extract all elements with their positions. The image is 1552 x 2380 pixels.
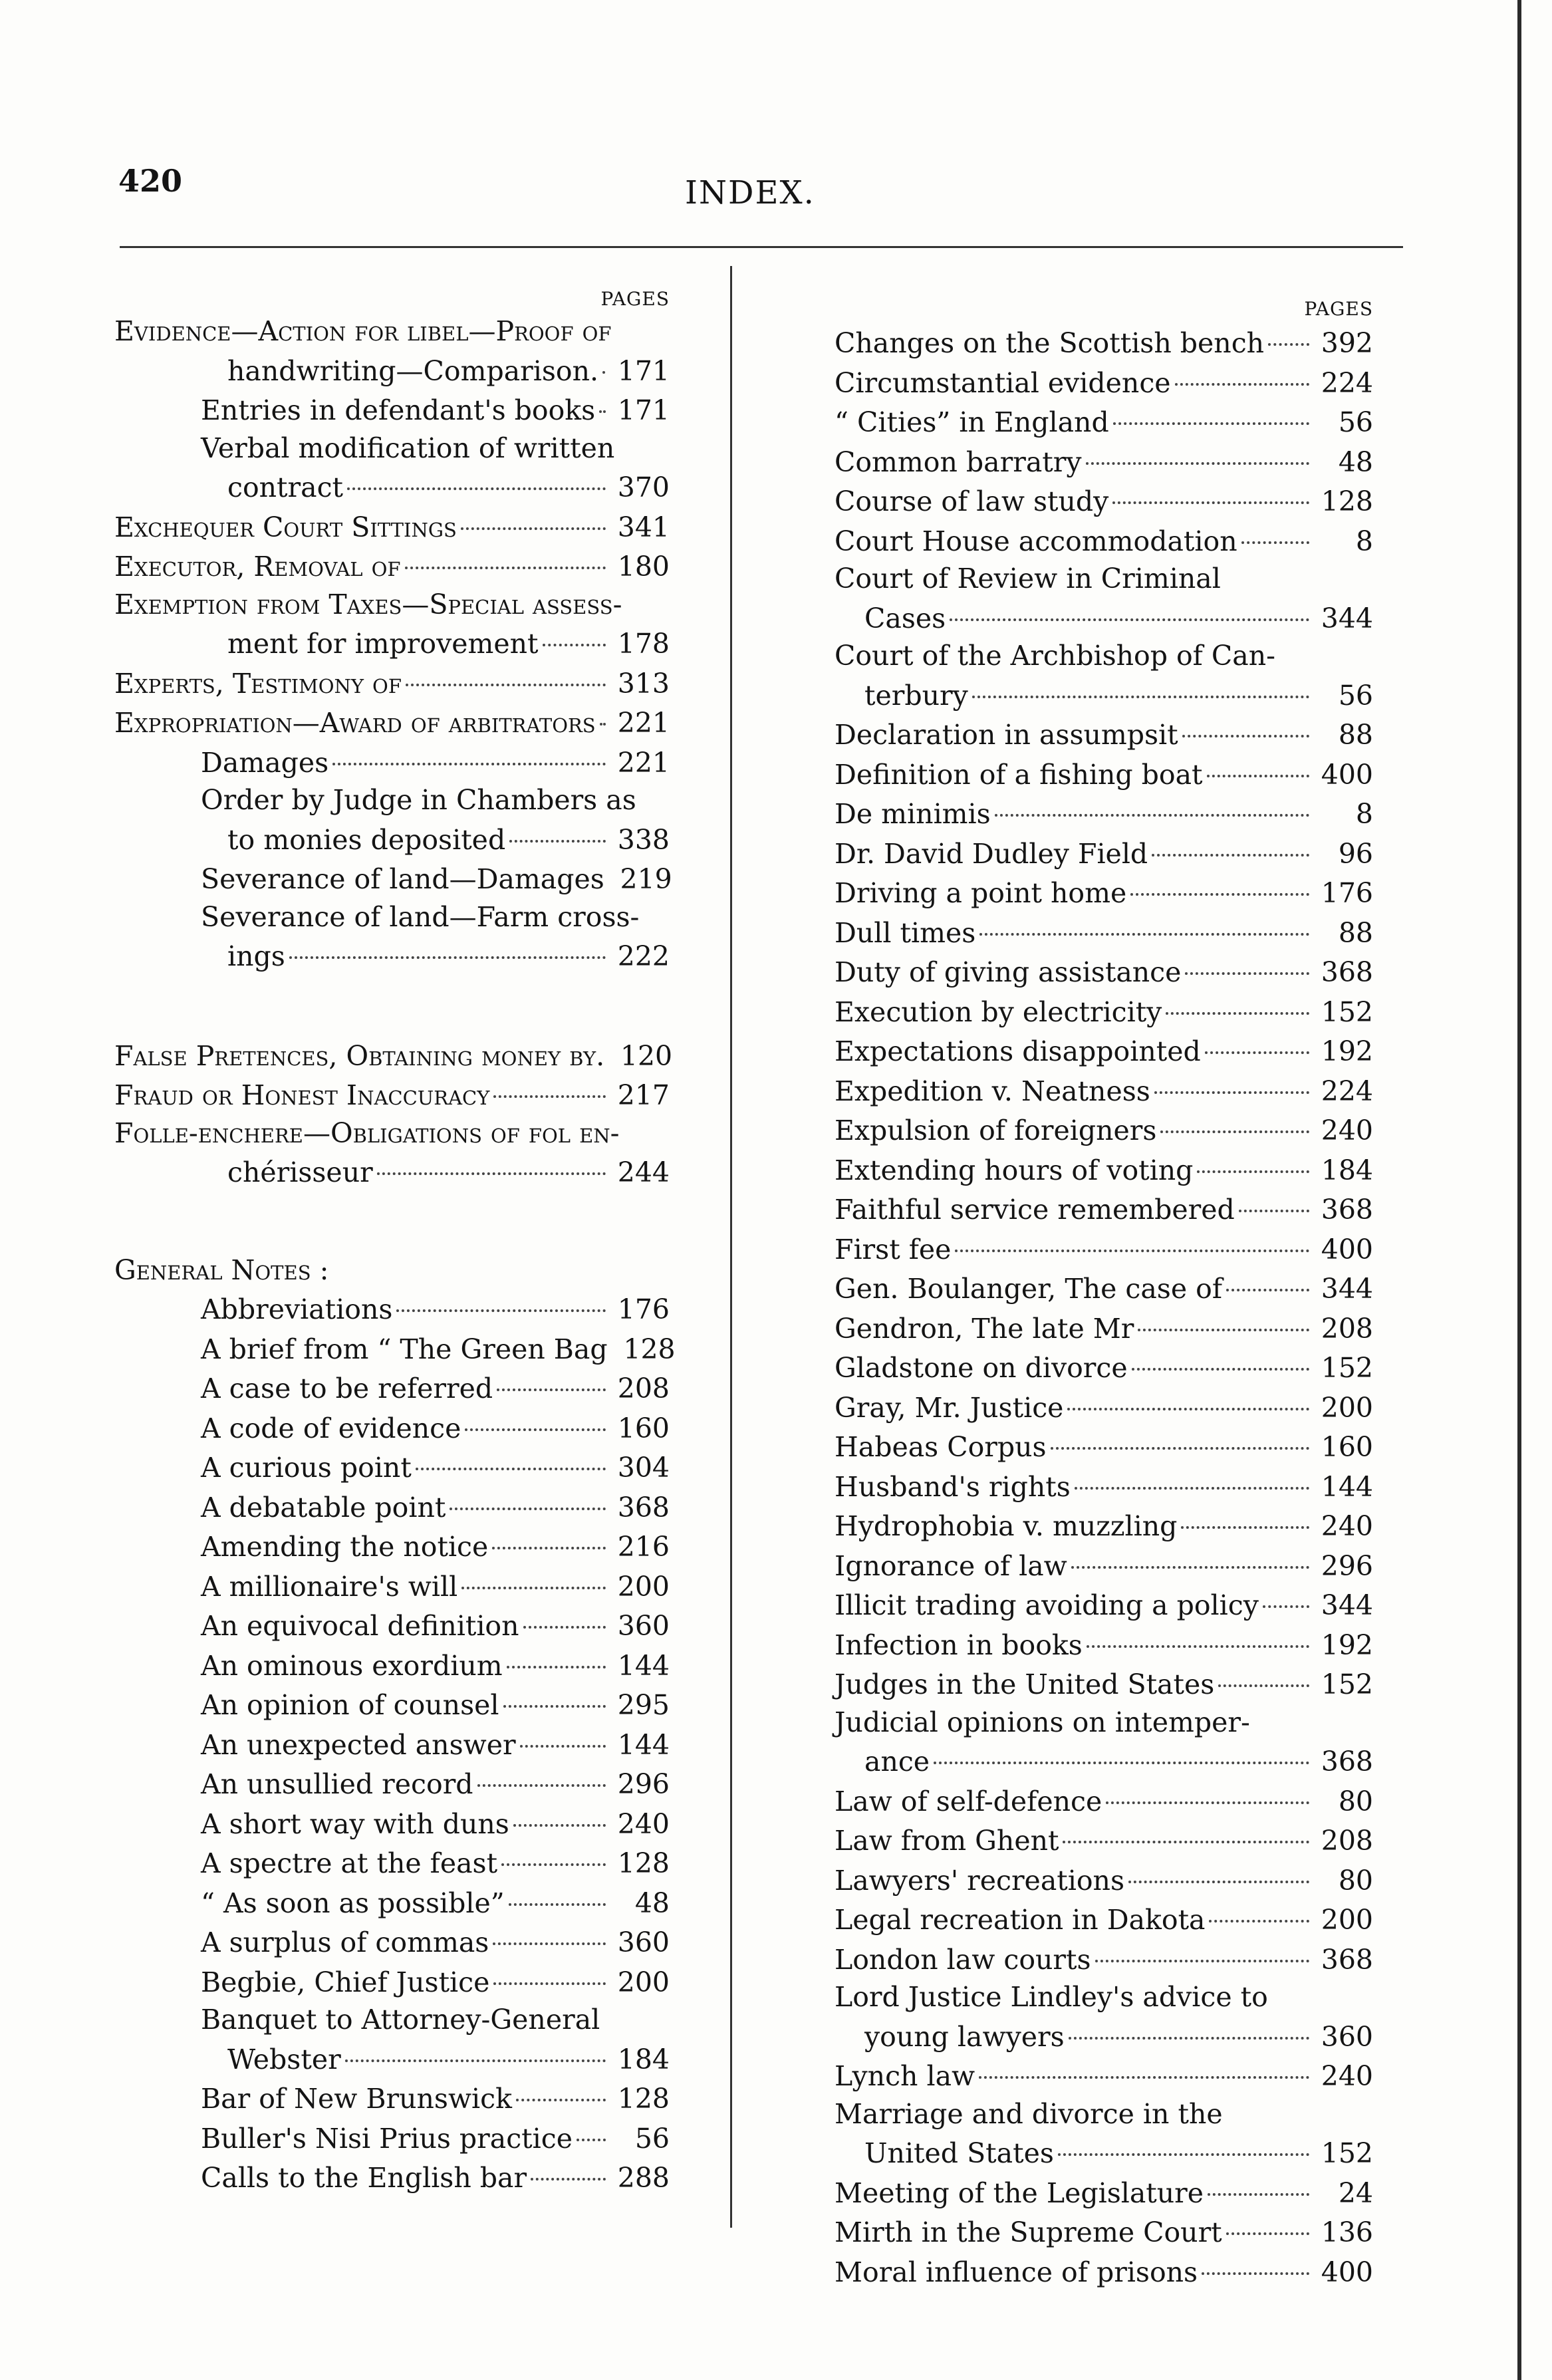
entry-text: Infection in books — [835, 1629, 1083, 1661]
dot-leader — [1086, 435, 1309, 465]
page-ref: 240 — [1321, 1510, 1373, 1542]
page-ref: 392 — [1321, 327, 1373, 359]
dot-leader — [493, 1955, 606, 1985]
page-ref: 368 — [1321, 1943, 1373, 1976]
dot-leader — [493, 1915, 606, 1945]
index-entry — [114, 936, 670, 976]
entry-text: young lawyers — [864, 2020, 1065, 2053]
page-ref: 370 — [617, 471, 670, 503]
page-ref: 368 — [1321, 1194, 1373, 1226]
page-ref: 8 — [1355, 525, 1373, 557]
dot-leader — [1106, 1774, 1309, 1804]
dot-leader — [465, 1401, 606, 1431]
entry-text: Duty of giving assistance — [835, 956, 1182, 988]
index-entry — [114, 313, 670, 350]
page-ref: 8 — [1355, 798, 1373, 830]
page-ref: 224 — [1321, 1075, 1373, 1107]
page-ref: 296 — [617, 1768, 670, 1800]
dot-leader — [934, 1734, 1309, 1764]
page-ref: 144 — [617, 1728, 670, 1761]
page-ref: 128 — [1321, 485, 1373, 517]
entry-text: A surplus of commas — [201, 1926, 489, 1958]
column-divider — [730, 266, 732, 2228]
page-ref: 360 — [1321, 2020, 1373, 2053]
entry-text: Entries in defendant's books — [201, 394, 596, 426]
dot-leader — [1113, 395, 1309, 425]
index-entry — [114, 859, 670, 898]
entry-text: A code of evidence — [201, 1412, 461, 1444]
dot-leader — [377, 1145, 606, 1175]
left-entries — [114, 313, 676, 2197]
entry-text: “ Cities” in England — [835, 406, 1109, 438]
entry-text: Law from Ghent — [835, 1825, 1059, 1857]
dot-leader — [450, 1480, 606, 1510]
dot-leader — [602, 344, 606, 374]
dot-leader — [1132, 1341, 1309, 1371]
entry-text: Expulsion of foreigners — [835, 1115, 1157, 1146]
entry-text: contract — [227, 471, 344, 503]
dot-leader — [416, 1440, 606, 1470]
dot-leader — [1095, 1932, 1309, 1962]
dot-leader — [1181, 1499, 1309, 1529]
pages-label: PAGES — [1304, 298, 1373, 320]
page-ref: 244 — [617, 1156, 670, 1188]
page-ref: 360 — [617, 1610, 670, 1642]
page-ref: 80 — [1338, 1864, 1373, 1897]
dot-leader — [1208, 2166, 1309, 2196]
page-ref: 222 — [617, 940, 670, 972]
entry-text: A curious point — [201, 1452, 412, 1484]
entry-text: First fee — [835, 1233, 952, 1265]
entry-text: Severance of land—Farm cross- — [201, 900, 640, 933]
dot-leader — [1071, 1539, 1309, 1569]
page-title: INDEX. — [685, 174, 815, 211]
dot-leader — [1063, 1813, 1309, 1843]
page-ref: 296 — [1321, 1549, 1373, 1582]
entry-text: A short way with duns — [201, 1807, 509, 1840]
page-ref: 208 — [1321, 1825, 1373, 1857]
entry-text: An unexpected answer — [201, 1728, 516, 1761]
entry-text: Illicit trading avoiding a policy — [835, 1589, 1259, 1621]
entry-text: An unsullied record — [201, 1768, 473, 1800]
page-ref: 368 — [617, 1491, 670, 1523]
entry-text: Mirth in the Supreme Court — [835, 2216, 1222, 2248]
page-ref: 344 — [1321, 1273, 1373, 1305]
page-ref: 240 — [1321, 1115, 1373, 1146]
page-ref: 368 — [1321, 1746, 1373, 1778]
index-entry — [114, 663, 670, 703]
page-ref: 120 — [620, 1039, 673, 1072]
index-entry — [835, 1664, 1373, 1704]
dot-leader — [955, 1222, 1309, 1252]
entry-text: Order by Judge in Chambers as — [201, 784, 636, 816]
entry-text: Moral influence of prisons — [835, 2256, 1198, 2288]
page-ref: 136 — [1321, 2216, 1373, 2248]
page-ref: 295 — [617, 1689, 670, 1721]
entry-text: ings — [227, 940, 285, 972]
page-number: 420 — [118, 163, 183, 199]
entry-text: Experts, Testimony of — [114, 667, 402, 700]
dot-leader — [1067, 1381, 1309, 1410]
dot-leader — [497, 1361, 606, 1391]
dot-leader — [995, 787, 1309, 817]
page-ref: 56 — [634, 2122, 670, 2155]
dot-leader — [1182, 708, 1309, 737]
entry-text: A debatable point — [201, 1491, 446, 1523]
entry-text: Buller's Nisi Prius practice — [201, 2122, 573, 2155]
dot-leader — [503, 1678, 606, 1708]
page-ref: 208 — [617, 1373, 670, 1404]
entry-text: Meeting of the Legislature — [835, 2177, 1204, 2209]
index-entry — [114, 1289, 670, 1329]
page-ref: 96 — [1338, 837, 1373, 870]
dot-leader — [1202, 2245, 1309, 2275]
entry-text: Declaration in assumpsit — [835, 719, 1178, 751]
page-ref: 144 — [617, 1649, 670, 1682]
dot-leader — [1152, 827, 1309, 857]
dot-leader — [332, 735, 606, 765]
entry-text: Circumstantial evidence — [835, 366, 1171, 399]
page-ref: 288 — [617, 2162, 670, 2194]
index-entry — [835, 2055, 1373, 2095]
entry-text: Fraud or Honest Inaccuracy — [114, 1079, 490, 1111]
page-ref: 128 — [623, 1333, 676, 1365]
index-entry — [114, 1962, 670, 2002]
entry-text: Law of self-defence — [835, 1785, 1102, 1817]
index-entry — [114, 350, 670, 390]
entry-text: Lawyers' recreations — [835, 1864, 1124, 1897]
entry-text: Evidence—Action for libel—Proof of — [114, 315, 612, 347]
page-edge — [1517, 0, 1521, 2380]
page-ref: 224 — [1321, 366, 1373, 399]
dot-leader — [1087, 1618, 1309, 1648]
entry-text: An ominous exordium — [201, 1649, 503, 1682]
dot-leader — [1160, 1103, 1309, 1133]
entry-text: Faithful service remembered — [835, 1194, 1235, 1226]
entry-text: A case to be referred — [201, 1373, 493, 1404]
dot-leader — [493, 1068, 606, 1098]
page-ref: 221 — [617, 707, 670, 739]
index-entry — [114, 742, 670, 782]
page-ref: 344 — [1321, 602, 1373, 634]
entry-text: Expectations disappointed — [835, 1035, 1201, 1067]
entry-text: ment for improvement — [227, 628, 539, 660]
entry-text: General Notes : — [114, 1254, 329, 1286]
index-entry — [835, 1939, 1373, 1979]
entry-text: An equivocal definition — [201, 1610, 519, 1642]
entry-text: ance — [864, 1746, 930, 1778]
dot-leader — [405, 539, 606, 569]
dot-leader — [1058, 2126, 1309, 2156]
page-ref: 200 — [1321, 1391, 1373, 1424]
page-ref: 152 — [1321, 1352, 1373, 1384]
page-ref: 184 — [1321, 1154, 1373, 1186]
page-ref: 240 — [1321, 2060, 1373, 2092]
page-ref: 184 — [617, 2043, 670, 2075]
entry-text: Expropriation—Award of arbitrators — [114, 707, 596, 739]
index-entry — [114, 390, 670, 430]
pages-label: PAGES — [600, 288, 670, 310]
entry-text: Court House accommodation — [835, 525, 1237, 557]
index-entry — [114, 1152, 670, 1192]
entry-text: Bar of New Brunswick — [201, 2083, 512, 2115]
dot-leader — [1263, 1578, 1309, 1608]
entry-text: An opinion of counsel — [201, 1689, 499, 1721]
dot-leader — [1138, 1301, 1309, 1331]
entry-text: Cases — [864, 602, 946, 634]
entry-text: Execution by electricity — [835, 995, 1162, 1028]
page-ref: 178 — [617, 628, 670, 660]
page-ref: 128 — [617, 2083, 670, 2115]
entry-text: Damages — [201, 746, 329, 779]
index-entry — [114, 2157, 670, 2197]
right-entries — [835, 323, 1373, 2291]
entry-text: Gray, Mr. Justice — [835, 1391, 1064, 1424]
entry-text: Habeas Corpus — [835, 1431, 1047, 1463]
page-ref: 88 — [1338, 916, 1373, 949]
dot-leader — [1268, 316, 1309, 346]
dot-leader — [1205, 1024, 1309, 1054]
entry-text: Exemption from Taxes—Special assess- — [114, 588, 622, 620]
dot-leader — [520, 1718, 606, 1748]
dot-leader — [1154, 1064, 1309, 1094]
dot-leader — [1207, 747, 1309, 777]
dot-leader — [1075, 1460, 1309, 1490]
page-ref: 217 — [617, 1079, 670, 1111]
entry-text: Lord Justice Lindley's advice to — [835, 1981, 1268, 2013]
dot-leader — [1226, 1261, 1309, 1291]
index-entry — [835, 2252, 1373, 2292]
entry-text: Dr. David Dudley Field — [835, 837, 1148, 870]
dot-leader — [492, 1520, 606, 1549]
page-ref: 56 — [1338, 679, 1373, 712]
entry-text: terbury — [864, 679, 968, 712]
section-gap — [114, 976, 670, 1035]
page-ref: 176 — [617, 1293, 670, 1325]
entry-text: Abbreviations — [201, 1293, 393, 1325]
entry-text: Webster — [227, 2043, 341, 2075]
dot-leader — [461, 1559, 606, 1589]
page-ref: 208 — [1321, 1312, 1373, 1345]
entry-text: Gendron, The late Mr — [835, 1312, 1134, 1345]
entry-text: Court of Review in Criminal — [835, 563, 1221, 595]
page-ref: 171 — [617, 354, 670, 387]
index-entry — [835, 598, 1373, 638]
entry-text: handwriting—Comparison. — [227, 354, 599, 387]
dot-leader — [509, 813, 606, 843]
page-ref: 360 — [617, 1926, 670, 1958]
index-entry — [114, 819, 670, 859]
dot-leader — [1209, 1893, 1309, 1922]
entry-text: Begbie, Chief Justice — [201, 1966, 490, 1998]
dot-leader — [1185, 945, 1309, 975]
entry-text: Gladstone on divorce — [835, 1352, 1128, 1384]
dot-leader — [972, 668, 1309, 698]
entry-text: Judges in the United States — [835, 1668, 1215, 1700]
entry-text: Husband's rights — [835, 1470, 1071, 1503]
dot-leader — [1166, 985, 1309, 1015]
page-ref: 152 — [1321, 995, 1373, 1028]
page-ref: 48 — [1338, 446, 1373, 478]
dot-leader — [345, 2032, 606, 2062]
section-gap — [114, 1192, 670, 1252]
dot-leader — [406, 656, 606, 686]
entry-text: Severance of land—Damages — [201, 863, 604, 895]
page-ref: 24 — [1338, 2177, 1373, 2209]
entry-text: to monies deposited — [227, 823, 506, 856]
page-ref: 160 — [617, 1412, 670, 1444]
dot-leader — [1197, 1143, 1309, 1173]
dot-leader — [501, 1836, 606, 1866]
entry-text: A spectre at the feast — [201, 1847, 498, 1879]
entry-text: United States — [864, 2137, 1054, 2169]
entry-text: Extending hours of voting — [835, 1154, 1194, 1186]
dot-leader — [1226, 2205, 1309, 2235]
page-ref: 200 — [617, 1966, 670, 1998]
page-ref: 48 — [634, 1887, 670, 1919]
entry-text: Exchequer Court Sittings — [114, 511, 457, 543]
entry-text: Dull times — [835, 916, 976, 949]
dot-leader — [507, 1639, 606, 1668]
page-ref: 200 — [617, 1570, 670, 1603]
entry-text: A brief from “ The Green Bag — [201, 1333, 608, 1365]
dot-leader — [531, 2151, 606, 2181]
entry-text: Gen. Boulanger, The case of — [835, 1273, 1222, 1305]
dot-leader — [1112, 474, 1309, 504]
page-ref: 400 — [1321, 2256, 1373, 2288]
page-ref: 200 — [1321, 1904, 1373, 1936]
dot-leader — [289, 929, 606, 959]
dot-leader — [523, 1599, 606, 1629]
page-ref: 344 — [1321, 1589, 1373, 1621]
entry-text: Hydrophobia v. muzzling — [835, 1510, 1178, 1542]
page-ref: 221 — [617, 746, 670, 779]
dot-leader — [950, 591, 1309, 621]
page-ref: 128 — [617, 1847, 670, 1879]
page-ref: 152 — [1321, 1668, 1373, 1700]
entry-text: Lynch law — [835, 2060, 975, 2092]
right-index-column — [835, 296, 1373, 2291]
page-ref: 152 — [1321, 2137, 1373, 2169]
entry-text: Amending the notice — [201, 1531, 489, 1563]
entry-text: Ignorance of law — [835, 1549, 1067, 1582]
dot-leader — [577, 2111, 606, 2141]
page-ref: 192 — [1321, 1629, 1373, 1661]
dot-leader — [347, 460, 606, 490]
entry-text: Folle-enchere—Obligations of fol en- — [114, 1117, 620, 1149]
page-ref: 171 — [617, 394, 670, 426]
page-ref: 180 — [617, 551, 670, 583]
entry-text: Expedition v. Neatness — [835, 1075, 1150, 1107]
entry-text: Judicial opinions on intemper- — [835, 1706, 1250, 1738]
entry-text: Course of law study — [835, 485, 1109, 517]
entry-text: Verbal modification of written — [201, 432, 615, 464]
index-entry — [835, 521, 1373, 561]
dot-leader — [1069, 2010, 1309, 2040]
page-ref: 400 — [1321, 758, 1373, 791]
dot-leader — [1241, 514, 1309, 544]
dot-leader — [543, 616, 606, 646]
page-ref: 216 — [617, 1531, 670, 1563]
dot-leader — [1128, 1853, 1309, 1883]
page-ref: 88 — [1338, 719, 1373, 751]
entry-text: London law courts — [835, 1943, 1091, 1976]
dot-leader — [600, 696, 606, 726]
entry-text: chérisseur — [227, 1156, 373, 1188]
entry-text: Definition of a fishing boat — [835, 758, 1203, 791]
entry-text: Changes on the Scottish bench — [835, 327, 1265, 359]
page-ref: 338 — [617, 823, 670, 856]
dot-leader — [1218, 1657, 1309, 1687]
left-index-column — [114, 286, 676, 2197]
entry-text: Calls to the English bar — [201, 2162, 527, 2194]
dot-leader — [979, 2049, 1309, 2079]
entry-text: De minimis — [835, 798, 991, 830]
dot-leader — [513, 1797, 606, 1827]
entry-text: Driving a point home — [835, 877, 1127, 909]
dot-leader — [599, 383, 606, 413]
page-ref: 80 — [1338, 1785, 1373, 1817]
entry-text: Court of the Archbishop of Can- — [835, 640, 1275, 672]
page-ref: 313 — [617, 667, 670, 700]
dot-leader — [516, 2071, 606, 2101]
page-ref: 144 — [1321, 1470, 1373, 1503]
entry-text: Executor, Removal of — [114, 551, 401, 583]
dot-leader — [1130, 866, 1309, 896]
entry-text: A millionaire's will — [201, 1570, 458, 1603]
index-entry — [114, 546, 670, 586]
entry-text: Banquet to Attorney-General — [201, 2004, 600, 2036]
entry-text: Marriage and divorce in the — [835, 2097, 1223, 2130]
entry-text: False Pretences, Obtaining money by. — [114, 1039, 605, 1072]
index-entry — [114, 1075, 670, 1115]
dot-leader — [979, 906, 1309, 936]
dot-leader — [1239, 1182, 1309, 1212]
dot-leader — [461, 500, 606, 530]
dot-leader — [1051, 1420, 1309, 1450]
page-ref: 176 — [1321, 877, 1373, 909]
page-ref: 400 — [1321, 1233, 1373, 1265]
entry-text: “ As soon as possible” — [201, 1887, 505, 1919]
page-ref: 368 — [1321, 956, 1373, 988]
dot-leader — [396, 1282, 606, 1312]
page-ref: 160 — [1321, 1431, 1373, 1463]
dot-leader — [509, 1876, 606, 1906]
page-ref: 56 — [1338, 406, 1373, 438]
page-ref: 192 — [1321, 1035, 1373, 1067]
header-rule — [120, 246, 1403, 248]
entry-text: Common barratry — [835, 446, 1082, 478]
entry-text: Legal recreation in Dakota — [835, 1904, 1206, 1936]
page-ref: 304 — [617, 1452, 670, 1484]
page-ref: 219 — [620, 863, 672, 895]
page-ref: 240 — [617, 1807, 670, 1840]
page-ref: 341 — [617, 511, 670, 543]
dot-leader — [1175, 356, 1309, 386]
dot-leader — [477, 1757, 606, 1787]
